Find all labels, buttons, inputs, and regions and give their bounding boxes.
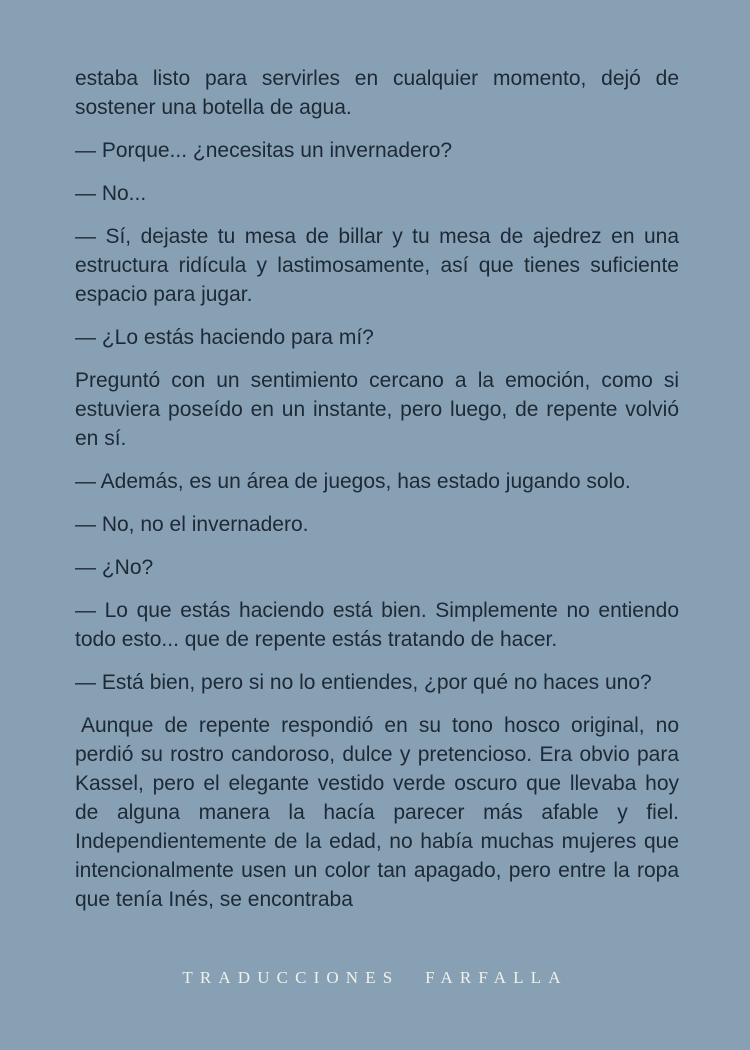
paragraph: Preguntó con un sentimiento cercano a la emoción, como si estuviera poseído en un instante, pero luego, de repente volvió en sí. [75,369,679,450]
paragraph-dialogue: — Además, es un área de juegos, has estado jugando solo. [75,470,631,493]
paragraph: estaba listo para servirles en cualquier momento, dejó de sostener una botella de agua. [75,67,679,119]
story-text [75,64,679,914]
paragraph-dialogue: — Porque... ¿necesitas un invernadero? [75,139,453,162]
paragraph-dialogue: — Sí, dejaste tu mesa de billar y tu mesa de ajedrez en una estructura ridícula y lastimosamente, así que tienes suficiente espacio para jugar. [75,225,679,306]
paragraph-dialogue: — No, no el invernadero. [75,513,309,536]
paragraph-dialogue: — Está bien, pero si no lo entiendes, ¿por qué no haces uno? [75,671,652,694]
paragraph-dialogue: — Lo que estás haciendo está bien. Simplemente no entiendo todo esto... que de repente estás tratando de hacer. [75,599,679,651]
paragraph-dialogue: — ¿No? [75,556,154,579]
paragraph-dialogue: — No... [75,182,147,205]
paragraph-dialogue: — ¿Lo estás haciendo para mí? [75,326,374,349]
translator-credit-label: TRADUCCIONES FARFALLA [182,968,568,987]
translator-credit [0,968,750,988]
paragraph: Aunque de repente respondió en su tono hosco original, no perdió su rostro candoroso, dulce y pretencioso. Era obvio para Kassel, pero el elegante vestido verde oscuro que llevaba hoy de alguna manera la hacía parecer más afable y fiel. Independientemente de la edad, no había muchas mujeres que intencionalmente usen un color tan apagado, pero entre la ropa que tenía Inés, se encontraba [75,714,679,911]
